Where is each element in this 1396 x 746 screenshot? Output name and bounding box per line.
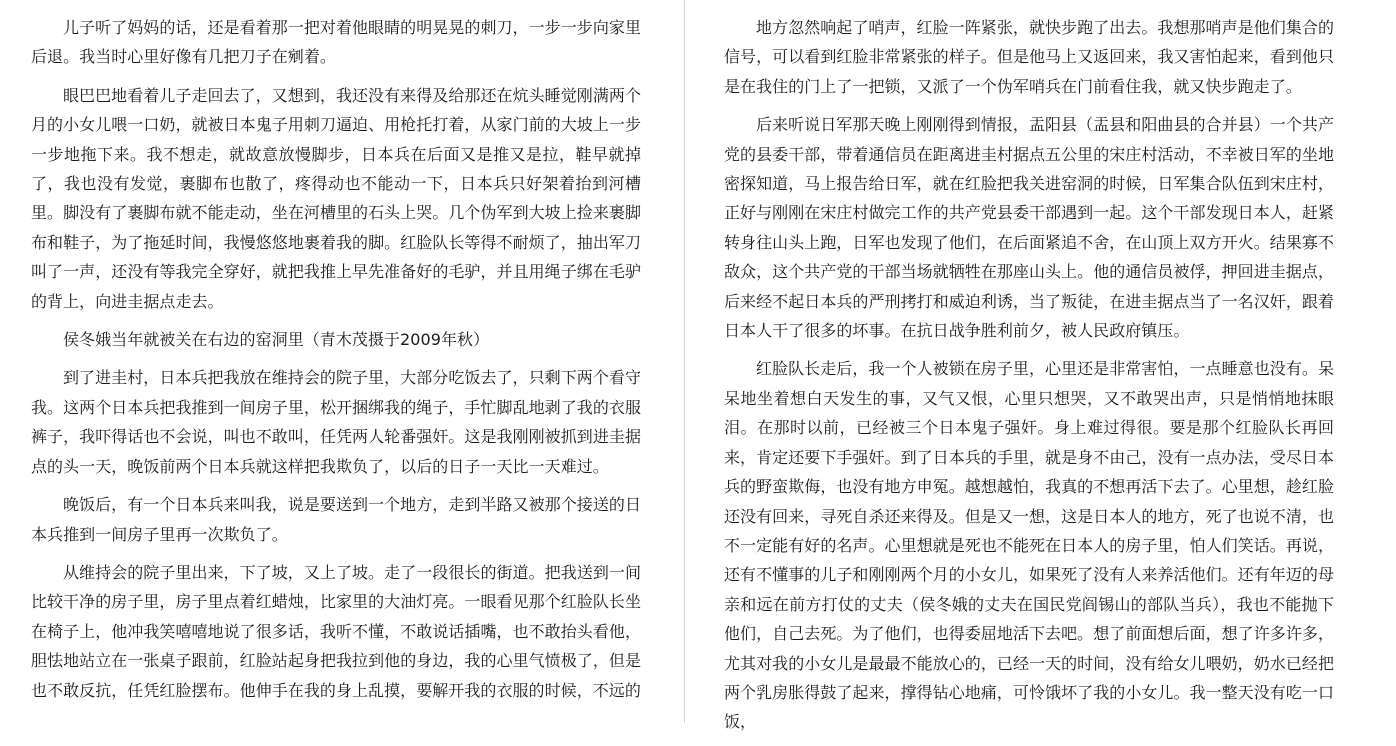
paragraph: 儿子听了妈妈的话，还是看着那一把对着他眼睛的明晃晃的刺刀，一步一步向家里后退。我当时心里好像有几把刀子在剜着。 [31, 18, 641, 67]
right-text-column [724, 0, 1334, 746]
paragraph: 后来听说日军那天晚上刚刚得到情报，盂阳县（盂县和阳曲县的合并县）一个共产党的县委干部，带着通信员在距离进圭村据点五公里的宋庄村活动，不幸被日军的坐地密探知道，马上报告给日军，就在红脸把我关进窑洞的时候，日军集合队伍到宋庄村，正好与刚刚在宋庄村做完工作的共产党县委干部遇到一起。这个干部发现日本人，赶紧转身往山头上跑，日军也发现了他们，在后面紧追不舍，在山顶上双方开火。结果寡不敌众，这个共产党的干部当场就牺牲在那座山头上。他的通信员被俘，押回进圭据点，后来经不起日本兵的严刑拷打和威迫利诱，当了叛徒，在进圭据点当了一名汉奸，跟着日本人干了很多的坏事。在抗日战争胜利前夕，被人民政府镇压。 [724, 115, 1334, 341]
paragraph: 眼巴巴地看着儿子走回去了，又想到，我还没有来得及给那还在炕头睡觉刚满两个月的小女儿喂一口奶，就被日本鬼子用刺刀逼迫、用枪托打着，从家门前的大坡上一步一步地拖下来。我不想走，就故意放慢脚步，日本兵在后面又是推又是拉，鞋早就掉了，我也没有发觉，裹脚布也散了，疼得动也不能动一下，日本兵只好架着抬到河槽里。脚没有了裹脚布就不能走动，坐在河槽里的石头上哭。几个伪军到大坡上捡来裹脚布和鞋子，为了拖延时间，我慢悠悠地裹着我的脚。红脸队长等得不耐烦了，抽出军刀叫了一声，还没有等我完全穿好，就把我推上早先准备好的毛驴，并且用绳子绑在毛驴的背上，向进圭据点走去。 [31, 85, 641, 311]
paragraph: 红脸队长走后，我一个人被锁在房子里，心里还是非常害怕，一点睡意也没有。呆呆地坐着想白天发生的事，又气又恨，心里只想哭，又不敢哭出声，只是悄悄地抹眼泪。在那时以前，已经被三个日本鬼子强奸。身上难过得很。要是那个红脸队长再回来，肯定还要下手强奸。到了日本兵的手里，就是身不由己，没有一点办法，受尽日本兵的野蛮欺侮，也没有地方申冤。越想越怕，我真的不想再活下去了。心里想，趁红脸还没有回来，寻死自杀还来得及。但是又一想，这是日本人的地方，死了也说不清，也不一定能有好的名声。心里想就是死也不能死在日本人的房子里，怕人们笑话。再说，还有不懂事的儿子和刚刚两个月的小女儿，如果死了没有人来养活他们。还有年迈的母亲和远在前方打仗的丈夫（侯冬娥的丈夫在国民党阎锡山的部队当兵），我也不能抛下他们，自己去死。为了他们，也得委屈地活下去吧。想了前面想后面，想了许多许多，尤其对我的小女儿是最最不能放心的，已经一天的时间，没有给女儿喂奶，奶水已经把两个乳房胀得鼓了起来，撑得钻心地痛，可怜饿坏了我的小女儿。我一整天没有吃一口饭， [724, 359, 1334, 732]
photo-caption: 侯冬娥当年就被关在右边的窑洞里（青木茂摄于2009年秋） [63, 330, 490, 350]
paragraph: 晚饭后，有一个日本兵来叫我，说是要送到一个地方，走到半路又被那个接送的日本兵推到一间房子里再一次欺负了。 [31, 495, 641, 544]
paragraph: 到了进圭村，日本兵把我放在维持会的院子里，大部分吃饭去了，只剩下两个看守我。这两个日本兵把我推到一间房子里，松开捆绑我的绳子，手忙脚乱地剥了我的衣服裤子，我吓得话也不会说，叫也不敢叫，任凭两人轮番强奸。这是我刚刚被抓到进圭据点的头一天，晚饭前两个日本兵就这样把我欺负了，以后的日子一天比一天难过。 [31, 368, 641, 476]
paragraph: 从维持会的院子里出来，下了坡，又上了坡。走了一段很长的街道。把我送到一间比较干净的房子里，房子里点着红蜡烛，比家里的大油灯亮。一眼看见那个红脸队长坐在椅子上，他冲我笑嘻嘻地说了很多话，我听不懂，不敢说话插嘴，也不敢抬头看他，胆怯地站立在一张桌子跟前，红脸站起身把我拉到他的身边，我的心里气愤极了，但是也不敢反抗，任凭红脸摆布。他伸手在我的身上乱摸，要解开我的衣服的时候，不远的 [31, 562, 641, 700]
left-text-column [31, 0, 641, 714]
column-divider [684, 0, 685, 723]
paragraph: 地方忽然响起了哨声，红脸一阵紧张，就快步跑了出去。我想那哨声是他们集合的信号，可以看到红脸非常紧张的样子。但是他马上又返回来，我又害怕起来，看到他只是在我住的门上了一把锁，又派了一个伪军哨兵在门前看住我，就又快步跑走了。 [724, 18, 1334, 96]
